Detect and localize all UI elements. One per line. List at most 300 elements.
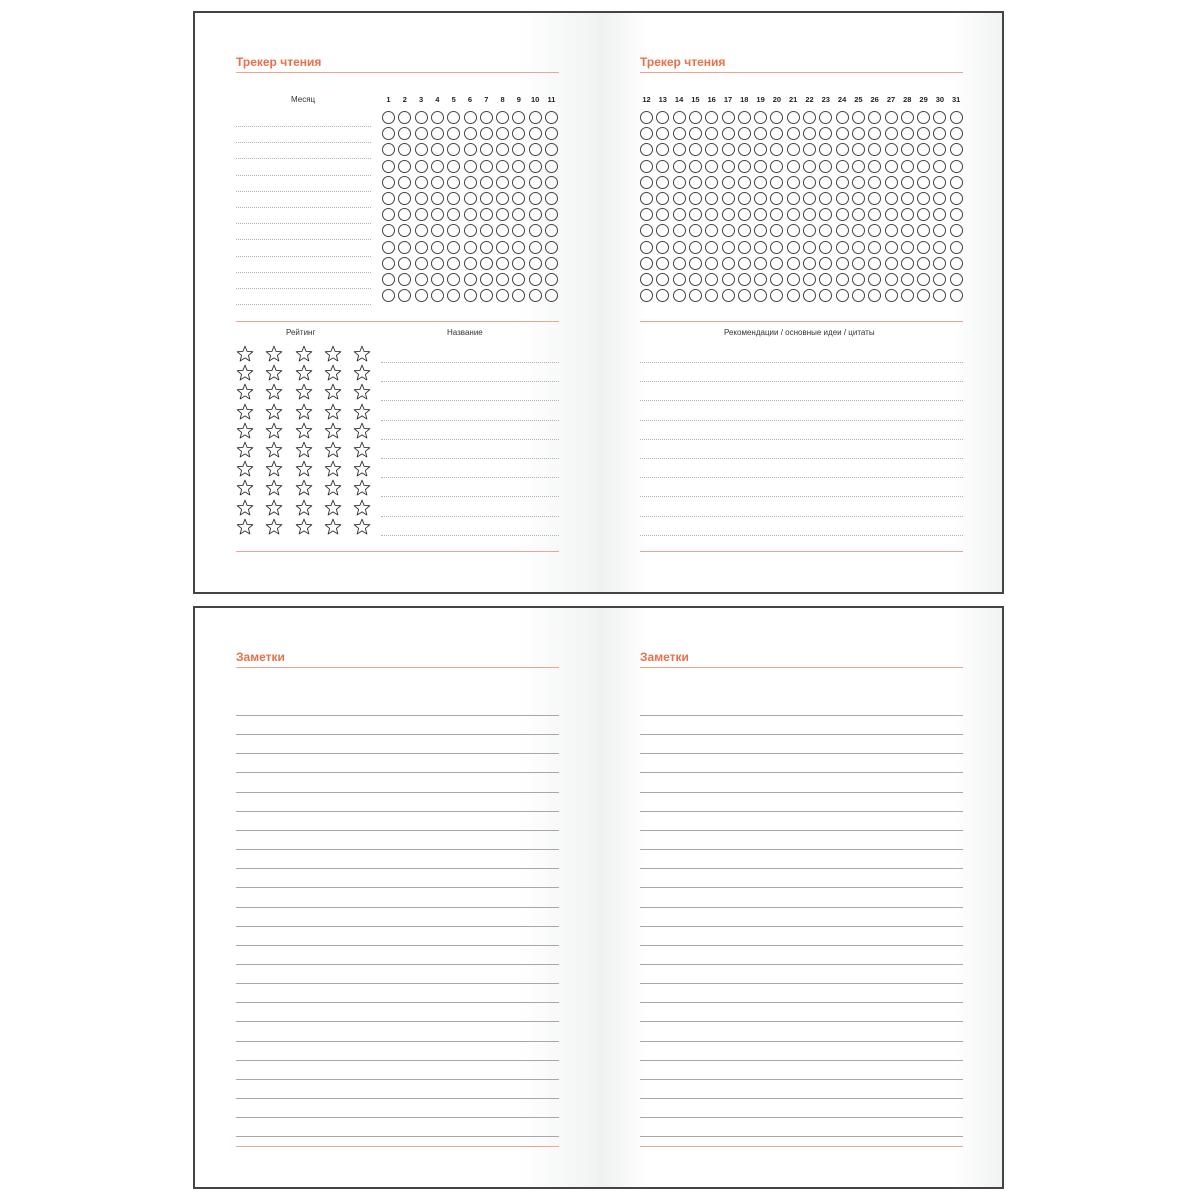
day-number: 10 bbox=[531, 95, 540, 104]
day-circle bbox=[787, 127, 800, 140]
rating-star-icon bbox=[324, 479, 342, 497]
day-circle bbox=[398, 192, 411, 205]
day-circle bbox=[382, 143, 395, 156]
day-circle bbox=[950, 273, 963, 286]
day-number: 1 bbox=[386, 95, 391, 104]
day-circle bbox=[656, 111, 669, 124]
day-circle bbox=[705, 143, 718, 156]
rating-star-icon bbox=[236, 460, 254, 478]
rating-star-icon bbox=[324, 364, 342, 382]
day-circle bbox=[689, 143, 702, 156]
day-circle bbox=[512, 289, 525, 302]
day-circle bbox=[382, 257, 395, 270]
right-page bbox=[599, 13, 1002, 592]
day-circle bbox=[722, 160, 735, 173]
ruled-line bbox=[640, 926, 963, 927]
day-circle bbox=[640, 127, 653, 140]
day-circle bbox=[770, 143, 783, 156]
day-circle bbox=[868, 273, 881, 286]
rating-star-icon bbox=[265, 441, 283, 459]
rating-star-icon bbox=[236, 499, 254, 517]
day-circle bbox=[836, 289, 849, 302]
rating-star-icon bbox=[236, 403, 254, 421]
day-circle bbox=[640, 160, 653, 173]
bottom-line bbox=[640, 1146, 963, 1147]
day-circle bbox=[512, 224, 525, 237]
day-circle bbox=[868, 224, 881, 237]
day-circle bbox=[512, 176, 525, 189]
day-circle bbox=[640, 176, 653, 189]
day-circle bbox=[447, 241, 460, 254]
month-entry-line bbox=[236, 272, 371, 273]
day-circle bbox=[512, 241, 525, 254]
day-circle bbox=[705, 273, 718, 286]
day-circle bbox=[398, 224, 411, 237]
day-circle bbox=[819, 176, 832, 189]
day-circle bbox=[512, 273, 525, 286]
day-number: 7 bbox=[484, 95, 489, 104]
day-circle bbox=[917, 127, 930, 140]
day-circle bbox=[950, 241, 963, 254]
day-circle bbox=[787, 192, 800, 205]
day-circle bbox=[901, 176, 914, 189]
rating-star-icon bbox=[236, 364, 254, 382]
day-circle bbox=[836, 192, 849, 205]
day-circle bbox=[787, 241, 800, 254]
day-circle bbox=[640, 273, 653, 286]
day-circle bbox=[431, 176, 444, 189]
day-circle bbox=[787, 111, 800, 124]
day-circle bbox=[529, 273, 542, 286]
rating-star-icon bbox=[353, 518, 371, 536]
day-circle bbox=[545, 273, 558, 286]
day-circle bbox=[480, 257, 493, 270]
day-circle bbox=[398, 176, 411, 189]
rating-star-icon bbox=[353, 383, 371, 401]
day-circle bbox=[950, 127, 963, 140]
day-circle bbox=[656, 289, 669, 302]
day-circle bbox=[431, 111, 444, 124]
day-circle bbox=[950, 160, 963, 173]
day-circle bbox=[464, 143, 477, 156]
day-circle bbox=[933, 192, 946, 205]
day-circle bbox=[868, 289, 881, 302]
ruled-line bbox=[640, 1060, 963, 1061]
day-circle bbox=[901, 224, 914, 237]
ruled-line bbox=[640, 1041, 963, 1042]
day-circle bbox=[529, 127, 542, 140]
day-circle bbox=[673, 208, 686, 221]
day-circle bbox=[689, 208, 702, 221]
day-circle bbox=[447, 127, 460, 140]
day-circle bbox=[705, 111, 718, 124]
ruled-line bbox=[640, 1079, 963, 1080]
day-circle bbox=[673, 192, 686, 205]
day-circle bbox=[382, 273, 395, 286]
day-circle bbox=[787, 143, 800, 156]
section-divider bbox=[640, 321, 963, 322]
day-circle bbox=[415, 289, 428, 302]
day-circle bbox=[722, 241, 735, 254]
day-circle bbox=[705, 257, 718, 270]
book-name-line bbox=[381, 400, 559, 401]
day-circle bbox=[464, 289, 477, 302]
day-circle bbox=[803, 257, 816, 270]
ruled-line bbox=[640, 792, 963, 793]
day-circle bbox=[480, 273, 493, 286]
day-circle bbox=[705, 160, 718, 173]
day-number: 5 bbox=[451, 95, 456, 104]
day-circle bbox=[529, 143, 542, 156]
day-circle bbox=[464, 127, 477, 140]
rating-star-icon bbox=[265, 345, 283, 363]
rating-star-icon bbox=[295, 422, 313, 440]
book-name-line bbox=[381, 420, 559, 421]
day-circle bbox=[431, 289, 444, 302]
day-circle bbox=[512, 192, 525, 205]
day-circle bbox=[950, 111, 963, 124]
day-circle bbox=[496, 111, 509, 124]
day-circle bbox=[640, 111, 653, 124]
day-circle bbox=[917, 289, 930, 302]
rating-star-icon bbox=[353, 345, 371, 363]
day-circle bbox=[738, 224, 751, 237]
day-circle bbox=[819, 257, 832, 270]
day-circle bbox=[803, 273, 816, 286]
ruled-line bbox=[236, 945, 559, 946]
rating-star-icon bbox=[295, 518, 313, 536]
ruled-line bbox=[236, 1136, 559, 1137]
day-circle bbox=[705, 192, 718, 205]
day-circle bbox=[917, 160, 930, 173]
day-circle bbox=[464, 208, 477, 221]
day-circle bbox=[868, 208, 881, 221]
day-circle bbox=[852, 224, 865, 237]
ruled-line bbox=[640, 1098, 963, 1099]
day-circle bbox=[722, 176, 735, 189]
bottom-line bbox=[236, 551, 559, 552]
page-title: Заметки bbox=[640, 650, 689, 664]
day-circle bbox=[852, 192, 865, 205]
day-circle bbox=[640, 192, 653, 205]
day-circle bbox=[770, 273, 783, 286]
ruled-line bbox=[236, 964, 559, 965]
day-circle bbox=[852, 257, 865, 270]
day-circle bbox=[819, 111, 832, 124]
day-circle bbox=[529, 176, 542, 189]
day-circle bbox=[545, 208, 558, 221]
day-circle bbox=[464, 160, 477, 173]
rating-star-icon bbox=[324, 518, 342, 536]
day-number: 23 bbox=[821, 95, 830, 104]
rating-star-icon bbox=[295, 441, 313, 459]
month-entry-line bbox=[236, 256, 371, 257]
day-circle bbox=[398, 289, 411, 302]
rating-star-icon bbox=[295, 499, 313, 517]
ruled-line bbox=[236, 830, 559, 831]
note-line bbox=[640, 535, 963, 536]
day-circle bbox=[705, 208, 718, 221]
day-circle bbox=[512, 127, 525, 140]
day-number: 3 bbox=[419, 95, 424, 104]
day-circle bbox=[819, 241, 832, 254]
day-circle bbox=[901, 143, 914, 156]
day-circle bbox=[480, 143, 493, 156]
day-circle bbox=[901, 160, 914, 173]
day-circle bbox=[689, 111, 702, 124]
day-circle bbox=[787, 224, 800, 237]
day-circle bbox=[917, 208, 930, 221]
day-number: 4 bbox=[435, 95, 440, 104]
day-circle bbox=[901, 208, 914, 221]
title-underline bbox=[236, 72, 559, 73]
day-circle bbox=[754, 192, 767, 205]
day-circle bbox=[787, 289, 800, 302]
day-circle bbox=[398, 273, 411, 286]
book-name-line bbox=[381, 458, 559, 459]
day-circle bbox=[512, 257, 525, 270]
rating-star-icon bbox=[295, 345, 313, 363]
day-circle bbox=[722, 224, 735, 237]
day-circle bbox=[447, 273, 460, 286]
day-circle bbox=[689, 273, 702, 286]
rating-star-icon bbox=[265, 364, 283, 382]
day-circle bbox=[640, 289, 653, 302]
day-circle bbox=[770, 257, 783, 270]
day-circle bbox=[545, 257, 558, 270]
book-name-line bbox=[381, 535, 559, 536]
day-circle bbox=[705, 289, 718, 302]
day-circle bbox=[738, 192, 751, 205]
day-number: 19 bbox=[756, 95, 765, 104]
day-circle bbox=[640, 241, 653, 254]
rating-star-icon bbox=[236, 422, 254, 440]
rating-star-icon bbox=[265, 518, 283, 536]
rating-star-icon bbox=[353, 460, 371, 478]
ruled-line bbox=[236, 907, 559, 908]
day-number: 17 bbox=[723, 95, 733, 104]
day-circle bbox=[673, 127, 686, 140]
day-circle bbox=[545, 289, 558, 302]
day-circle bbox=[885, 111, 898, 124]
day-circle bbox=[398, 257, 411, 270]
day-circle bbox=[398, 160, 411, 173]
day-circle bbox=[431, 257, 444, 270]
day-circle bbox=[689, 176, 702, 189]
day-circle bbox=[673, 257, 686, 270]
month-entry-line bbox=[236, 223, 371, 224]
month-column-label: Месяц bbox=[291, 95, 316, 104]
day-circle bbox=[382, 160, 395, 173]
day-circle bbox=[950, 224, 963, 237]
day-circle bbox=[673, 111, 686, 124]
day-circle bbox=[885, 160, 898, 173]
day-circle bbox=[529, 224, 542, 237]
day-circle bbox=[464, 192, 477, 205]
day-circle bbox=[738, 208, 751, 221]
day-circle bbox=[917, 241, 930, 254]
day-circle bbox=[673, 273, 686, 286]
month-entry-line bbox=[236, 304, 371, 305]
day-number: 9 bbox=[516, 95, 521, 104]
day-circle bbox=[852, 176, 865, 189]
page-title: Заметки bbox=[236, 650, 285, 664]
day-circle bbox=[722, 257, 735, 270]
day-circle bbox=[545, 111, 558, 124]
day-circle bbox=[917, 224, 930, 237]
day-circle bbox=[447, 208, 460, 221]
day-circle bbox=[705, 224, 718, 237]
day-circle bbox=[754, 143, 767, 156]
day-circle bbox=[512, 143, 525, 156]
day-circle bbox=[415, 208, 428, 221]
day-circle bbox=[496, 241, 509, 254]
day-circle bbox=[787, 208, 800, 221]
day-circle bbox=[480, 289, 493, 302]
day-circle bbox=[656, 257, 669, 270]
day-circle bbox=[722, 273, 735, 286]
day-circle bbox=[689, 289, 702, 302]
month-entry-line bbox=[236, 158, 371, 159]
day-circle bbox=[754, 111, 767, 124]
day-circle bbox=[640, 208, 653, 221]
day-circle bbox=[917, 257, 930, 270]
day-circle bbox=[819, 208, 832, 221]
book-name-line bbox=[381, 362, 559, 363]
day-circle bbox=[950, 192, 963, 205]
day-circle bbox=[415, 192, 428, 205]
day-circle bbox=[545, 127, 558, 140]
left-page bbox=[195, 608, 599, 1187]
day-circle bbox=[689, 192, 702, 205]
day-circle bbox=[545, 160, 558, 173]
ruled-line bbox=[236, 1021, 559, 1022]
day-circle bbox=[496, 257, 509, 270]
day-number: 14 bbox=[674, 95, 684, 104]
day-circle bbox=[512, 111, 525, 124]
title-underline bbox=[236, 667, 559, 668]
day-circle bbox=[901, 257, 914, 270]
day-circle bbox=[738, 273, 751, 286]
day-number: 12 bbox=[642, 95, 651, 104]
day-number: 21 bbox=[789, 95, 798, 104]
day-circle bbox=[673, 241, 686, 254]
day-circle bbox=[398, 143, 411, 156]
day-circle bbox=[933, 241, 946, 254]
day-circle bbox=[770, 192, 783, 205]
day-circle bbox=[673, 143, 686, 156]
note-line bbox=[640, 362, 963, 363]
day-circle bbox=[917, 192, 930, 205]
ruled-line bbox=[640, 887, 963, 888]
day-circle bbox=[917, 176, 930, 189]
ruled-line bbox=[236, 849, 559, 850]
day-circle bbox=[415, 111, 428, 124]
day-circle bbox=[656, 273, 669, 286]
day-circle bbox=[382, 289, 395, 302]
day-circle bbox=[656, 143, 669, 156]
day-circle bbox=[656, 192, 669, 205]
day-circle bbox=[933, 143, 946, 156]
day-circle bbox=[464, 224, 477, 237]
bottom-line bbox=[236, 1146, 559, 1147]
day-circle bbox=[836, 143, 849, 156]
day-circle bbox=[819, 224, 832, 237]
ruled-line bbox=[236, 734, 559, 735]
day-circle bbox=[917, 273, 930, 286]
day-circle bbox=[868, 241, 881, 254]
day-circle bbox=[689, 160, 702, 173]
day-circle bbox=[415, 257, 428, 270]
ruled-line bbox=[640, 1002, 963, 1003]
ruled-line bbox=[236, 753, 559, 754]
day-circle bbox=[885, 273, 898, 286]
day-circle bbox=[933, 224, 946, 237]
day-circle bbox=[738, 127, 751, 140]
ruled-line bbox=[640, 811, 963, 812]
day-circle bbox=[447, 111, 460, 124]
day-circle bbox=[480, 127, 493, 140]
day-circle bbox=[738, 241, 751, 254]
day-circle bbox=[382, 208, 395, 221]
rating-star-icon bbox=[353, 499, 371, 517]
day-circle bbox=[496, 208, 509, 221]
rating-star-icon bbox=[236, 479, 254, 497]
rating-column-label: Рейтинг bbox=[286, 328, 316, 337]
day-number: 31 bbox=[952, 95, 961, 104]
month-entry-line bbox=[236, 207, 371, 208]
day-circle bbox=[529, 257, 542, 270]
ruled-line bbox=[640, 945, 963, 946]
day-circle bbox=[738, 176, 751, 189]
day-circle bbox=[398, 241, 411, 254]
day-circle bbox=[868, 143, 881, 156]
day-circle bbox=[738, 160, 751, 173]
day-circle bbox=[950, 257, 963, 270]
day-circle bbox=[382, 176, 395, 189]
day-circle bbox=[885, 143, 898, 156]
ruled-line bbox=[640, 964, 963, 965]
day-circle bbox=[673, 289, 686, 302]
day-number: 29 bbox=[919, 95, 928, 104]
rating-star-icon bbox=[324, 499, 342, 517]
title-underline bbox=[640, 667, 963, 668]
day-circle bbox=[803, 241, 816, 254]
day-circle bbox=[656, 208, 669, 221]
rating-star-icon bbox=[265, 460, 283, 478]
day-number: 2 bbox=[402, 95, 407, 104]
day-circle bbox=[431, 273, 444, 286]
day-circle bbox=[382, 192, 395, 205]
rating-star-icon bbox=[236, 518, 254, 536]
day-circle bbox=[415, 241, 428, 254]
day-circle bbox=[803, 127, 816, 140]
day-circle bbox=[950, 208, 963, 221]
day-circle bbox=[447, 176, 460, 189]
day-circle bbox=[803, 208, 816, 221]
day-circle bbox=[836, 111, 849, 124]
day-circle bbox=[770, 289, 783, 302]
ruled-line bbox=[640, 734, 963, 735]
day-circle bbox=[852, 273, 865, 286]
day-circle bbox=[496, 176, 509, 189]
book-name-line bbox=[381, 477, 559, 478]
day-circle bbox=[836, 160, 849, 173]
day-circle bbox=[836, 176, 849, 189]
day-number: 6 bbox=[467, 95, 473, 104]
day-number: 27 bbox=[886, 95, 896, 104]
day-number: 18 bbox=[740, 95, 749, 104]
